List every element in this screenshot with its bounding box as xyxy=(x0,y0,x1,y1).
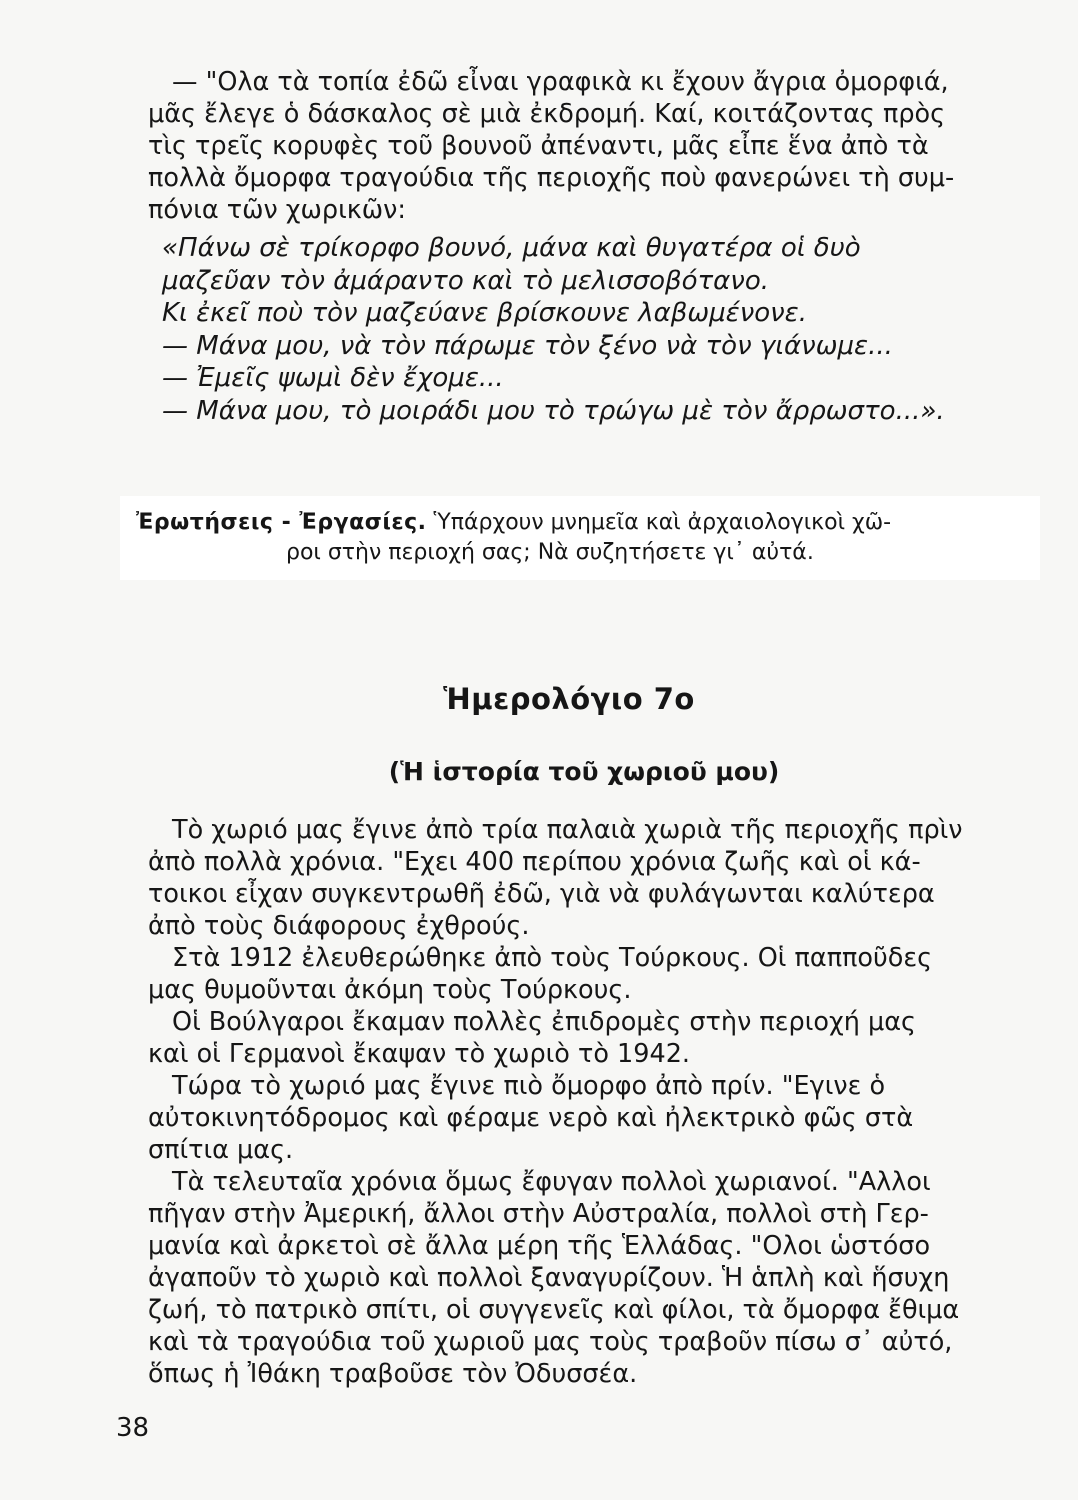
body-line: ἀπὸ πολλὰ χρόνια. "Εχει 400 περίπου χρόνια ζωῆς καὶ οἱ κά- xyxy=(148,847,921,877)
intro-line: πόνια τῶν χωρικῶν: xyxy=(148,195,406,225)
body-line: ἀπὸ τοὺς διάφορους ἐχθρούς. xyxy=(148,911,530,941)
section-subheading xyxy=(0,757,1078,786)
folk-song-quote xyxy=(162,232,1042,427)
intro-line: τὶς τρεῖς κορυφὲς τοῦ βουνοῦ ἀπέναντι, μᾶς εἶπε ἕνα ἀπὸ τὰ xyxy=(148,131,929,161)
body-line: ζωή, τὸ πατρικὸ σπίτι, οἱ συγγενεῖς καὶ φίλοι, τὰ ὄμορφα ἔθιμα xyxy=(148,1295,960,1325)
page-number: 38 xyxy=(116,1413,150,1443)
questions-line xyxy=(136,508,1016,538)
body-line: μας θυμοῦνται ἀκόμη τοὺς Τούρκους. xyxy=(148,975,632,1005)
body-line: ὅπως ἡ Ἰθάκη τραβοῦσε τὸν Ὀδυσσέα. xyxy=(148,1359,638,1389)
body-line: σπίτια μας. xyxy=(148,1135,294,1165)
poem-line: μαζεῦαν τὸν ἀμάραντο καὶ τὸ μελισσοβότανο. xyxy=(162,265,769,296)
body-line: μανία καὶ ἀρκετοὶ σὲ ἄλλα μέρη τῆς Ἑλλάδας. "Ολοι ὡστόσο xyxy=(148,1231,931,1261)
section-heading xyxy=(0,682,1078,716)
diary-subtitle: (Ἡ ἱστορία τοῦ χωριοῦ μου) xyxy=(388,757,780,786)
body-line: Οἱ Βούλγαροι ἔκαμαν πολλὲς ἐπιδρομὲς στὴν περιοχή μας xyxy=(172,1007,916,1037)
body-line: καὶ οἱ Γερμανοὶ ἔκαψαν τὸ χωριὸ τὸ 1942. xyxy=(148,1039,691,1069)
body-line: Τὸ χωριό μας ἔγινε ἀπὸ τρία παλαιὰ χωριὰ τῆς περιοχῆς πρὶν xyxy=(172,815,963,845)
intro-line: πολλὰ ὄμορφα τραγούδια τῆς περιοχῆς ποὺ φανερώνει τὴ συμ- xyxy=(148,163,955,193)
body-line: Στὰ 1912 ἐλευθερώθηκε ἀπὸ τοὺς Τούρκους. Οἱ παπποῦδες xyxy=(172,943,933,973)
paragraph xyxy=(148,1006,1044,1070)
intro-line: — "Ολα τὰ τοπία ἐδῶ εἶναι γραφικὰ κι ἔχουν ἄγρια ὀμορφιά, xyxy=(172,67,949,97)
body-line: τοικοι εἶχαν συγκεντρωθῆ ἐδῶ, γιὰ νὰ φυλάγωνται καλύτερα xyxy=(148,879,935,909)
questions-line: ροι στὴν περιοχή σας; Νὰ συζητήσετε γι᾽ αὐτά. xyxy=(286,540,814,565)
body-line: αὐτοκινητόδρομος καὶ φέραμε νερὸ καὶ ἠλεκτρικὸ φῶς στὰ xyxy=(148,1103,914,1133)
poem-line: — Ἐμεῖς ψωμὶ δὲν ἔχομε... xyxy=(162,363,504,393)
body-line: ἀγαποῦν τὸ χωριὸ καὶ πολλοὶ ξαναγυρίζουν. Ἡ ἁπλὴ καὶ ἥσυχη xyxy=(148,1263,950,1293)
poem-line: Κι ἐκεῖ ποὺ τὸν μαζεύανε βρίσκουνε λαβωμένονε. xyxy=(162,298,807,328)
paragraph xyxy=(148,1070,1044,1166)
body-line: Τώρα τὸ χωριό μας ἔγινε πιὸ ὄμορφο ἀπὸ πρίν. "Εγινε ὁ xyxy=(172,1071,886,1101)
body-line: Τὰ τελευταῖα χρόνια ὅμως ἔφυγαν πολλοὶ χωριανοί. "Αλλοι xyxy=(172,1167,931,1197)
intro-paragraph xyxy=(148,66,1046,226)
paragraph xyxy=(148,814,1044,942)
paragraph xyxy=(148,1166,1044,1390)
body-line: πῆγαν στὴν Ἀμερική, ἄλλοι στὴν Αὐστραλία, πολλοὶ στὴ Γερ- xyxy=(148,1199,929,1229)
questions-label: Ἐρωτήσεις - Ἐργασίες. xyxy=(136,510,427,535)
questions-tasks xyxy=(136,508,1016,568)
body-text xyxy=(148,814,1044,1390)
questions-text: Ὑπάρχουν μνημεῖα καὶ ἀρχαιολογικοὶ χῶ- xyxy=(433,510,892,535)
paragraph xyxy=(148,942,1044,1006)
poem-line: — Μάνα μου, νὰ τὸν πάρωμε τὸν ξένο νὰ τὸν γιάνωμε... xyxy=(162,330,893,361)
body-line: καὶ τὰ τραγούδια τοῦ χωριοῦ μας τοὺς τραβοῦν πίσω σ᾽ αὐτό, xyxy=(148,1327,953,1357)
diary-title: Ἡμερολόγιο 7ο xyxy=(443,682,695,716)
poem-line: «Πάνω σὲ τρίκορφο βουνό, μάνα καὶ θυγατέρα οἱ δυὸ xyxy=(162,233,861,263)
intro-line: μᾶς ἔλεγε ὁ δάσκαλος σὲ μιὰ ἐκδρομή. Καί, κοιτάζοντας πρὸς xyxy=(148,99,946,129)
poem-line: — Μάνα μου, τὸ μοιράδι μου τὸ τρώγω μὲ τὸν ἄρρωστο...». xyxy=(162,395,945,426)
